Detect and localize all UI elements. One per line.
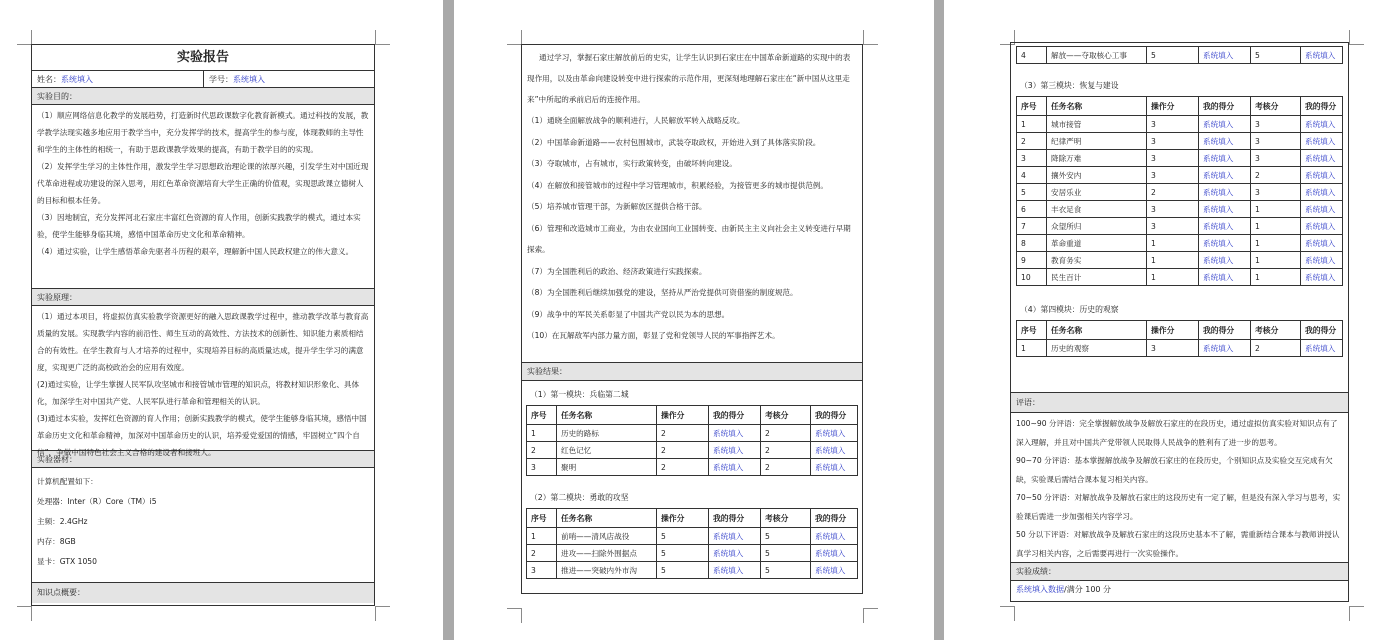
cell-score: 3 xyxy=(1147,133,1199,150)
cell-my-score-field[interactable]: 系统填入 xyxy=(811,562,858,579)
report-frame xyxy=(521,44,863,594)
cell-my-score-field[interactable]: 系统填入 xyxy=(1301,133,1343,150)
cell-task: 解放——夺取核心工事 xyxy=(1047,47,1147,64)
crop-mark xyxy=(17,606,32,621)
cell-my-score-field[interactable]: 系统填入 xyxy=(1301,235,1343,252)
cell-score: 3 xyxy=(1251,133,1301,150)
table-row xyxy=(1017,167,1343,184)
cell-task: 民生百计 xyxy=(1047,269,1147,286)
cell-score: 5 xyxy=(761,562,811,579)
cell-score: 3 xyxy=(1147,201,1199,218)
col-header: 任务名称 xyxy=(1047,321,1147,340)
cell-my-score-field[interactable]: 系统填入 xyxy=(1199,184,1251,201)
cell-score: 2 xyxy=(657,459,709,476)
cell-score: 3 xyxy=(1147,340,1199,357)
cell-my-score-field[interactable]: 系统填入 xyxy=(1199,167,1251,184)
crop-mark xyxy=(1000,606,1015,621)
result-section xyxy=(522,381,862,579)
col-header: 操作分 xyxy=(657,406,709,425)
cell-my-score-field[interactable]: 系统填入 xyxy=(1301,47,1343,64)
table-row xyxy=(1017,116,1343,133)
cell-my-score-field[interactable]: 系统填入 xyxy=(1199,252,1251,269)
knowledge-heading: 知识点概要： xyxy=(32,583,374,603)
evaluation-paragraph: 100~90 分评语：完全掌握解放战争及解放石家庄的在段历史，通过虚拟仿真实验对知识点有了深入理解，并且对中国共产党带领人民取得人民战争的胜利有了进一步的思考。 xyxy=(1016,419,1338,447)
cell-my-score-field[interactable]: 系统填入 xyxy=(1199,201,1251,218)
cell-score: 2 xyxy=(761,425,811,442)
module-4-table xyxy=(1016,320,1343,357)
purpose-paragraph: （3）因地制宜，充分发挥河北石家庄丰富红色资源的育人作用，创新实践教学的模式，通过本实验，使学生能够身临其境，感悟中国革命历史文化和革命精神。 xyxy=(37,213,361,239)
knowledge-paragraph: （4）在解放和接管城市的过程中学习管理城市，积累经验，为接管更多的城市提供范例。 xyxy=(527,180,828,190)
cell-my-score-field[interactable]: 系统填入 xyxy=(709,442,761,459)
module-1-title: （1）第一模块：兵临第二城 xyxy=(530,390,629,399)
result-heading: 实验结果： xyxy=(522,363,862,381)
knowledge-paragraph: （3）夺取城市，占有城市，实行政策转变，由破坏转向建设。 xyxy=(527,159,737,168)
report-frame xyxy=(1010,42,1349,602)
crop-mark xyxy=(507,608,522,623)
cell-my-score-field[interactable]: 系统填入 xyxy=(1199,269,1251,286)
crop-mark xyxy=(507,30,522,45)
cell-my-score-field[interactable]: 系统填入 xyxy=(1199,218,1251,235)
knowledge-paragraph: （8）为全国胜利后继续加强党的建设，坚持从严治党提供可资借鉴的制度规范。 xyxy=(527,288,798,297)
cell-score: 2 xyxy=(657,425,709,442)
cell-score: 3 xyxy=(1251,150,1301,167)
result-continued-section xyxy=(1011,43,1348,393)
score-field[interactable]: 系统填入数据 xyxy=(1016,585,1064,594)
cell-my-score-field[interactable]: 系统填入 xyxy=(1301,167,1343,184)
cell-task: 纪律严明 xyxy=(1047,133,1147,150)
cell-my-score-field[interactable]: 系统填入 xyxy=(1301,201,1343,218)
cell-score: 3 xyxy=(1147,167,1199,184)
table-row xyxy=(527,562,858,579)
page-gutter xyxy=(934,0,944,640)
col-header: 任务名称 xyxy=(1047,97,1147,116)
cell-index: 1 xyxy=(1017,116,1047,133)
principle-paragraph: (2)通过实验，让学生掌握人民军队攻坚城市和接管城市管理的知识点，将教材知识形象化、具体化，加深学生对中国共产党、人民军队进行革命和管理相关的认识。 xyxy=(37,380,360,406)
table-row xyxy=(1017,47,1343,64)
crop-mark xyxy=(375,30,390,45)
cell-my-score-field[interactable]: 系统填入 xyxy=(1199,47,1251,64)
col-header: 操作分 xyxy=(1147,97,1199,116)
cell-score: 3 xyxy=(1147,116,1199,133)
cell-task: 城市接管 xyxy=(1047,116,1147,133)
crop-mark xyxy=(863,608,878,623)
score-row xyxy=(1011,581,1348,599)
crop-mark xyxy=(863,30,878,45)
cell-my-score-field[interactable]: 系统填入 xyxy=(1301,252,1343,269)
module-2-table xyxy=(526,508,858,579)
table-row xyxy=(1017,201,1343,218)
cell-my-score-field[interactable]: 系统填入 xyxy=(709,425,761,442)
cell-score: 1 xyxy=(1251,235,1301,252)
knowledge-paragraph: （6）管理和改造城市工商业，为由农业国向工业国转变、由新民主主义向社会主义转变进行早期探索。 xyxy=(527,223,851,254)
cell-score: 3 xyxy=(1147,150,1199,167)
document-page-1[interactable] xyxy=(0,0,443,640)
cell-task: 攘外安内 xyxy=(1047,167,1147,184)
table-header-row xyxy=(1017,321,1343,340)
col-header: 考核分 xyxy=(761,406,811,425)
cell-index: 5 xyxy=(1017,184,1047,201)
cell-score: 1 xyxy=(1147,252,1199,269)
table-row xyxy=(527,545,858,562)
purpose-paragraph: （2）发挥学生学习的主体性作用，激发学生学习思想政治理论课的浓厚兴趣，引发学生对中国近现代革命进程或功建设的深入思考，用红色革命资源培育大学生正确的价值观，实现思政课立德树人的目标和根本任务。 xyxy=(37,162,369,205)
crop-mark xyxy=(1349,30,1364,45)
cell-my-score-field[interactable]: 系统填入 xyxy=(709,562,761,579)
table-row xyxy=(527,442,858,459)
cell-task: 丰衣足食 xyxy=(1047,201,1147,218)
equipment-heading: 实验器材： xyxy=(32,451,374,468)
report-frame xyxy=(31,44,375,606)
cell-score: 1 xyxy=(1251,218,1301,235)
knowledge-section xyxy=(522,45,862,363)
knowledge-paragraph: （5）培养城市管理干部，为新解放区提供合格干部。 xyxy=(527,202,707,211)
cell-score: 2 xyxy=(1147,184,1199,201)
cell-task: 革命重道 xyxy=(1047,235,1147,252)
module-2-title: （2）第二模块：勇敢的攻坚 xyxy=(530,493,629,502)
cell-my-score-field[interactable]: 系统填入 xyxy=(1301,269,1343,286)
report-title: 实验报告 xyxy=(32,45,374,71)
cell-score: 3 xyxy=(1251,184,1301,201)
table-row xyxy=(1017,133,1343,150)
cell-task: 降除万难 xyxy=(1047,150,1147,167)
col-header: 我的得分 xyxy=(811,509,858,528)
cell-score: 1 xyxy=(1147,235,1199,252)
cell-score: 5 xyxy=(657,528,709,545)
equipment-line: 计算机配置如下： xyxy=(37,477,98,486)
purpose-heading: 实验目的： xyxy=(32,88,374,105)
cell-index: 1 xyxy=(1017,340,1047,357)
principle-paragraph: （1）通过本项目，将虚拟仿真实验教学资源更好的融入思政课教学过程中，推动教学改革与教育高质量的发展。实现教学内容的前沿性、师生互动的高效性、方法技术的创新性、知识能力素质相结合的有效性。在学生教育与人才培养的过程中，实现培养目标的高质量达成，提升学生学习的满意度，实现更广泛的高校政治会的应用有效度。 xyxy=(37,312,369,372)
evaluation-paragraph: 50 分以下评语：对解放战争及解放石家庄的这段历史基本不了解，需重新结合课本与教师讲授认真学习相关内容，之后需要再进行一次实验操作。 xyxy=(1016,530,1340,558)
cell-my-score-field[interactable]: 系统填入 xyxy=(1301,340,1343,357)
cell-score: 5 xyxy=(761,545,811,562)
table-row xyxy=(527,528,858,545)
equipment-line: 处理器：Inter（R）Core（TM）i5 xyxy=(37,497,157,506)
cell-score: 1 xyxy=(1147,269,1199,286)
page-gutter xyxy=(443,0,454,640)
cell-my-score-field[interactable]: 系统填入 xyxy=(1199,235,1251,252)
principle-heading: 实验原理： xyxy=(32,289,374,306)
cell-task: 教育务实 xyxy=(1047,252,1147,269)
cell-my-score-field[interactable]: 系统填入 xyxy=(1199,150,1251,167)
col-header: 考核分 xyxy=(1251,97,1301,116)
cell-my-score-field[interactable]: 系统填入 xyxy=(709,545,761,562)
cell-index: 3 xyxy=(527,459,557,476)
evaluation-section xyxy=(1011,413,1348,563)
cell-index: 2 xyxy=(1017,133,1047,150)
col-header: 我的得分 xyxy=(1301,97,1343,116)
evaluation-paragraph: 70~50 分评语：对解放战争及解放石家庄的这段历史有一定了解，但是没有深入学习与思考，实验课后需进一步加强相关内容学习。 xyxy=(1016,493,1341,521)
table-header-row xyxy=(527,406,858,425)
table-header-row xyxy=(527,509,858,528)
cell-task: 推进——突破内外市沟 xyxy=(557,562,657,579)
equipment-line: 内存：8GB xyxy=(37,537,76,546)
cell-index: 2 xyxy=(527,545,557,562)
col-header: 我的得分 xyxy=(811,406,858,425)
cell-score: 1 xyxy=(1251,201,1301,218)
cell-task: 聚明 xyxy=(557,459,657,476)
principle-section xyxy=(32,306,374,457)
cell-my-score-field[interactable]: 系统填入 xyxy=(1301,150,1343,167)
table-row xyxy=(1017,184,1343,201)
purpose-section xyxy=(32,105,374,289)
cell-index: 9 xyxy=(1017,252,1047,269)
cell-task: 众望所归 xyxy=(1047,218,1147,235)
knowledge-paragraph: （7）为全国胜利后的政治、经济政策进行实践探索。 xyxy=(527,266,707,276)
knowledge-paragraph: （2）中国革命新道路——农村包围城市，武装夺取政权，开始进入到了具体落实阶段。 xyxy=(527,137,821,147)
purpose-paragraph: （1）顺应网络信息化教学的发展趋势，打造新时代思政课数字化教育新模式。通过科技的发展，教学教学法现实越多地应用于教学当中，充分发挥学的技术，提高学生的参与度，体现教师的主导性和学生的主体性的相统一，有助于思政课教学效果的提高，有助于教学目的的实现。 xyxy=(37,111,369,154)
col-header: 序号 xyxy=(1017,97,1047,116)
col-header: 序号 xyxy=(1017,321,1047,340)
cell-score: 2 xyxy=(1251,340,1301,357)
module-4-title: （4）第四模块：历史的观察 xyxy=(1020,305,1119,314)
purpose-paragraph: （4）通过实验，让学生感悟革命先驱者斗历程的艰辛，理解新中国人民政权建立的伟大意义。 xyxy=(37,247,354,256)
cell-my-score-field[interactable]: 系统填入 xyxy=(811,425,858,442)
crop-mark xyxy=(17,30,32,45)
cell-score: 2 xyxy=(761,459,811,476)
cell-index: 1 xyxy=(527,528,557,545)
student-info-row xyxy=(32,71,374,88)
cell-index: 3 xyxy=(527,562,557,579)
cell-task: 红色记忆 xyxy=(557,442,657,459)
module-3-table xyxy=(1016,96,1343,286)
student-id-field[interactable]: 系统填入 xyxy=(233,75,265,84)
table-row xyxy=(1017,340,1343,357)
cell-my-score-field[interactable]: 系统填入 xyxy=(1301,218,1343,235)
cell-score: 5 xyxy=(657,562,709,579)
cell-my-score-field[interactable]: 系统填入 xyxy=(1301,184,1343,201)
col-header: 我的得分 xyxy=(1301,321,1343,340)
col-header: 序号 xyxy=(527,509,557,528)
cell-my-score-field[interactable]: 系统填入 xyxy=(811,545,858,562)
cell-index: 7 xyxy=(1017,218,1047,235)
col-header: 任务名称 xyxy=(557,406,657,425)
cell-my-score-field[interactable]: 系统填入 xyxy=(1199,340,1251,357)
col-header: 考核分 xyxy=(761,509,811,528)
cell-my-score-field[interactable]: 系统填入 xyxy=(1199,133,1251,150)
cell-index: 4 xyxy=(1017,47,1047,64)
evaluation-heading: 评语： xyxy=(1011,393,1348,413)
name-label: 姓名： xyxy=(37,75,61,84)
cell-score: 5 xyxy=(1251,47,1301,64)
cell-task: 前哨——清风店战役 xyxy=(557,528,657,545)
table-row xyxy=(1017,235,1343,252)
cell-my-score-field[interactable]: 系统填入 xyxy=(811,528,858,545)
module-2-table-continued xyxy=(1016,46,1343,64)
name-field[interactable]: 系统填入 xyxy=(61,75,93,84)
cell-score: 5 xyxy=(761,528,811,545)
cell-score: 5 xyxy=(1147,47,1199,64)
cell-score: 1 xyxy=(1251,269,1301,286)
col-header: 我的得分 xyxy=(1199,97,1251,116)
col-header: 我的得分 xyxy=(1199,321,1251,340)
col-header: 我的得分 xyxy=(709,406,761,425)
col-header: 我的得分 xyxy=(709,509,761,528)
equipment-section xyxy=(32,468,374,583)
cell-my-score-field[interactable]: 系统填入 xyxy=(1301,116,1343,133)
module-1-table xyxy=(526,405,858,476)
cell-score: 3 xyxy=(1251,116,1301,133)
knowledge-paragraph: 通过学习，掌握石家庄解放前后的史实，让学生认识到石家庄在中国革命新道路的实现中的表现作用，以及由革命向建设转变中进行探索的示范作用，更深刻地理解石家庄在“新中国从这里走来”中所起的承前启后的连接作用。 xyxy=(527,53,851,104)
document-page-2[interactable] xyxy=(454,0,934,640)
equipment-line: 主频：2.4GHz xyxy=(37,517,88,526)
student-id-label: 学号： xyxy=(209,75,233,84)
cell-index: 6 xyxy=(1017,201,1047,218)
cell-task: 安居乐业 xyxy=(1047,184,1147,201)
table-row xyxy=(1017,218,1343,235)
cell-score: 5 xyxy=(657,545,709,562)
cell-task: 进攻——扫除外围据点 xyxy=(557,545,657,562)
col-header: 任务名称 xyxy=(557,509,657,528)
equipment-line: 显卡：GTX 1050 xyxy=(37,557,97,566)
table-row xyxy=(1017,150,1343,167)
table-row xyxy=(527,425,858,442)
knowledge-paragraph: （9）战争中的军民关系彰显了中国共产党以民为本的思想。 xyxy=(527,309,730,319)
cell-task: 历史的观察 xyxy=(1047,340,1147,357)
cell-score: 2 xyxy=(657,442,709,459)
col-header: 操作分 xyxy=(657,509,709,528)
score-heading: 实验成绩： xyxy=(1011,563,1348,581)
module-3-title: （3）第三模块：恢复与建设 xyxy=(1020,81,1119,90)
cell-index: 1 xyxy=(527,425,557,442)
evaluation-paragraph: 90~70 分评语：基本掌握解放战争及解放石家庄的在段历史，个别知识点及实验交互完成有欠缺，实验课后需结合课本复习相关内容。 xyxy=(1016,456,1333,484)
cell-score: 1 xyxy=(1251,252,1301,269)
cell-task: 历史的路标 xyxy=(557,425,657,442)
knowledge-paragraph: （1）通晓全面解放战争的顺利进行，人民解放军转入战略反攻。 xyxy=(527,116,745,125)
cell-my-score-field[interactable]: 系统填入 xyxy=(1199,116,1251,133)
cell-score: 2 xyxy=(761,442,811,459)
table-row xyxy=(1017,269,1343,286)
crop-mark xyxy=(375,606,390,621)
table-header-row xyxy=(1017,97,1343,116)
cell-index: 3 xyxy=(1017,150,1047,167)
knowledge-paragraph: （10）在瓦解敌军内部力量方面，彰显了党和党领导人民的军事指挥艺术。 xyxy=(527,331,780,340)
col-header: 序号 xyxy=(527,406,557,425)
col-header: 考核分 xyxy=(1251,321,1301,340)
cell-score: 2 xyxy=(1251,167,1301,184)
cell-index: 2 xyxy=(527,442,557,459)
cell-index: 4 xyxy=(1017,167,1047,184)
document-page-3[interactable] xyxy=(944,0,1375,640)
cell-index: 10 xyxy=(1017,269,1047,286)
cell-score: 3 xyxy=(1147,218,1199,235)
crop-mark xyxy=(1349,606,1364,621)
table-row xyxy=(1017,252,1343,269)
cell-my-score-field[interactable]: 系统填入 xyxy=(811,442,858,459)
table-row xyxy=(527,459,858,476)
cell-index: 8 xyxy=(1017,235,1047,252)
score-suffix: /满分 100 分 xyxy=(1064,585,1112,594)
cell-my-score-field[interactable]: 系统填入 xyxy=(709,459,761,476)
cell-my-score-field[interactable]: 系统填入 xyxy=(811,459,858,476)
col-header: 操作分 xyxy=(1147,321,1199,340)
cell-my-score-field[interactable]: 系统填入 xyxy=(709,528,761,545)
principle-paragraph: (3)通过本实验，发挥红色资源的育人作用；创新实践教学的模式，使学生能够身临其境，感悟中国革命历史文化和革命精神，加深对中国革命历史的认识，培养爱党爱国的情感，牢固树立“四个自信”，争做中国特色社会主义合格的建设者和接班人。 xyxy=(37,414,367,457)
